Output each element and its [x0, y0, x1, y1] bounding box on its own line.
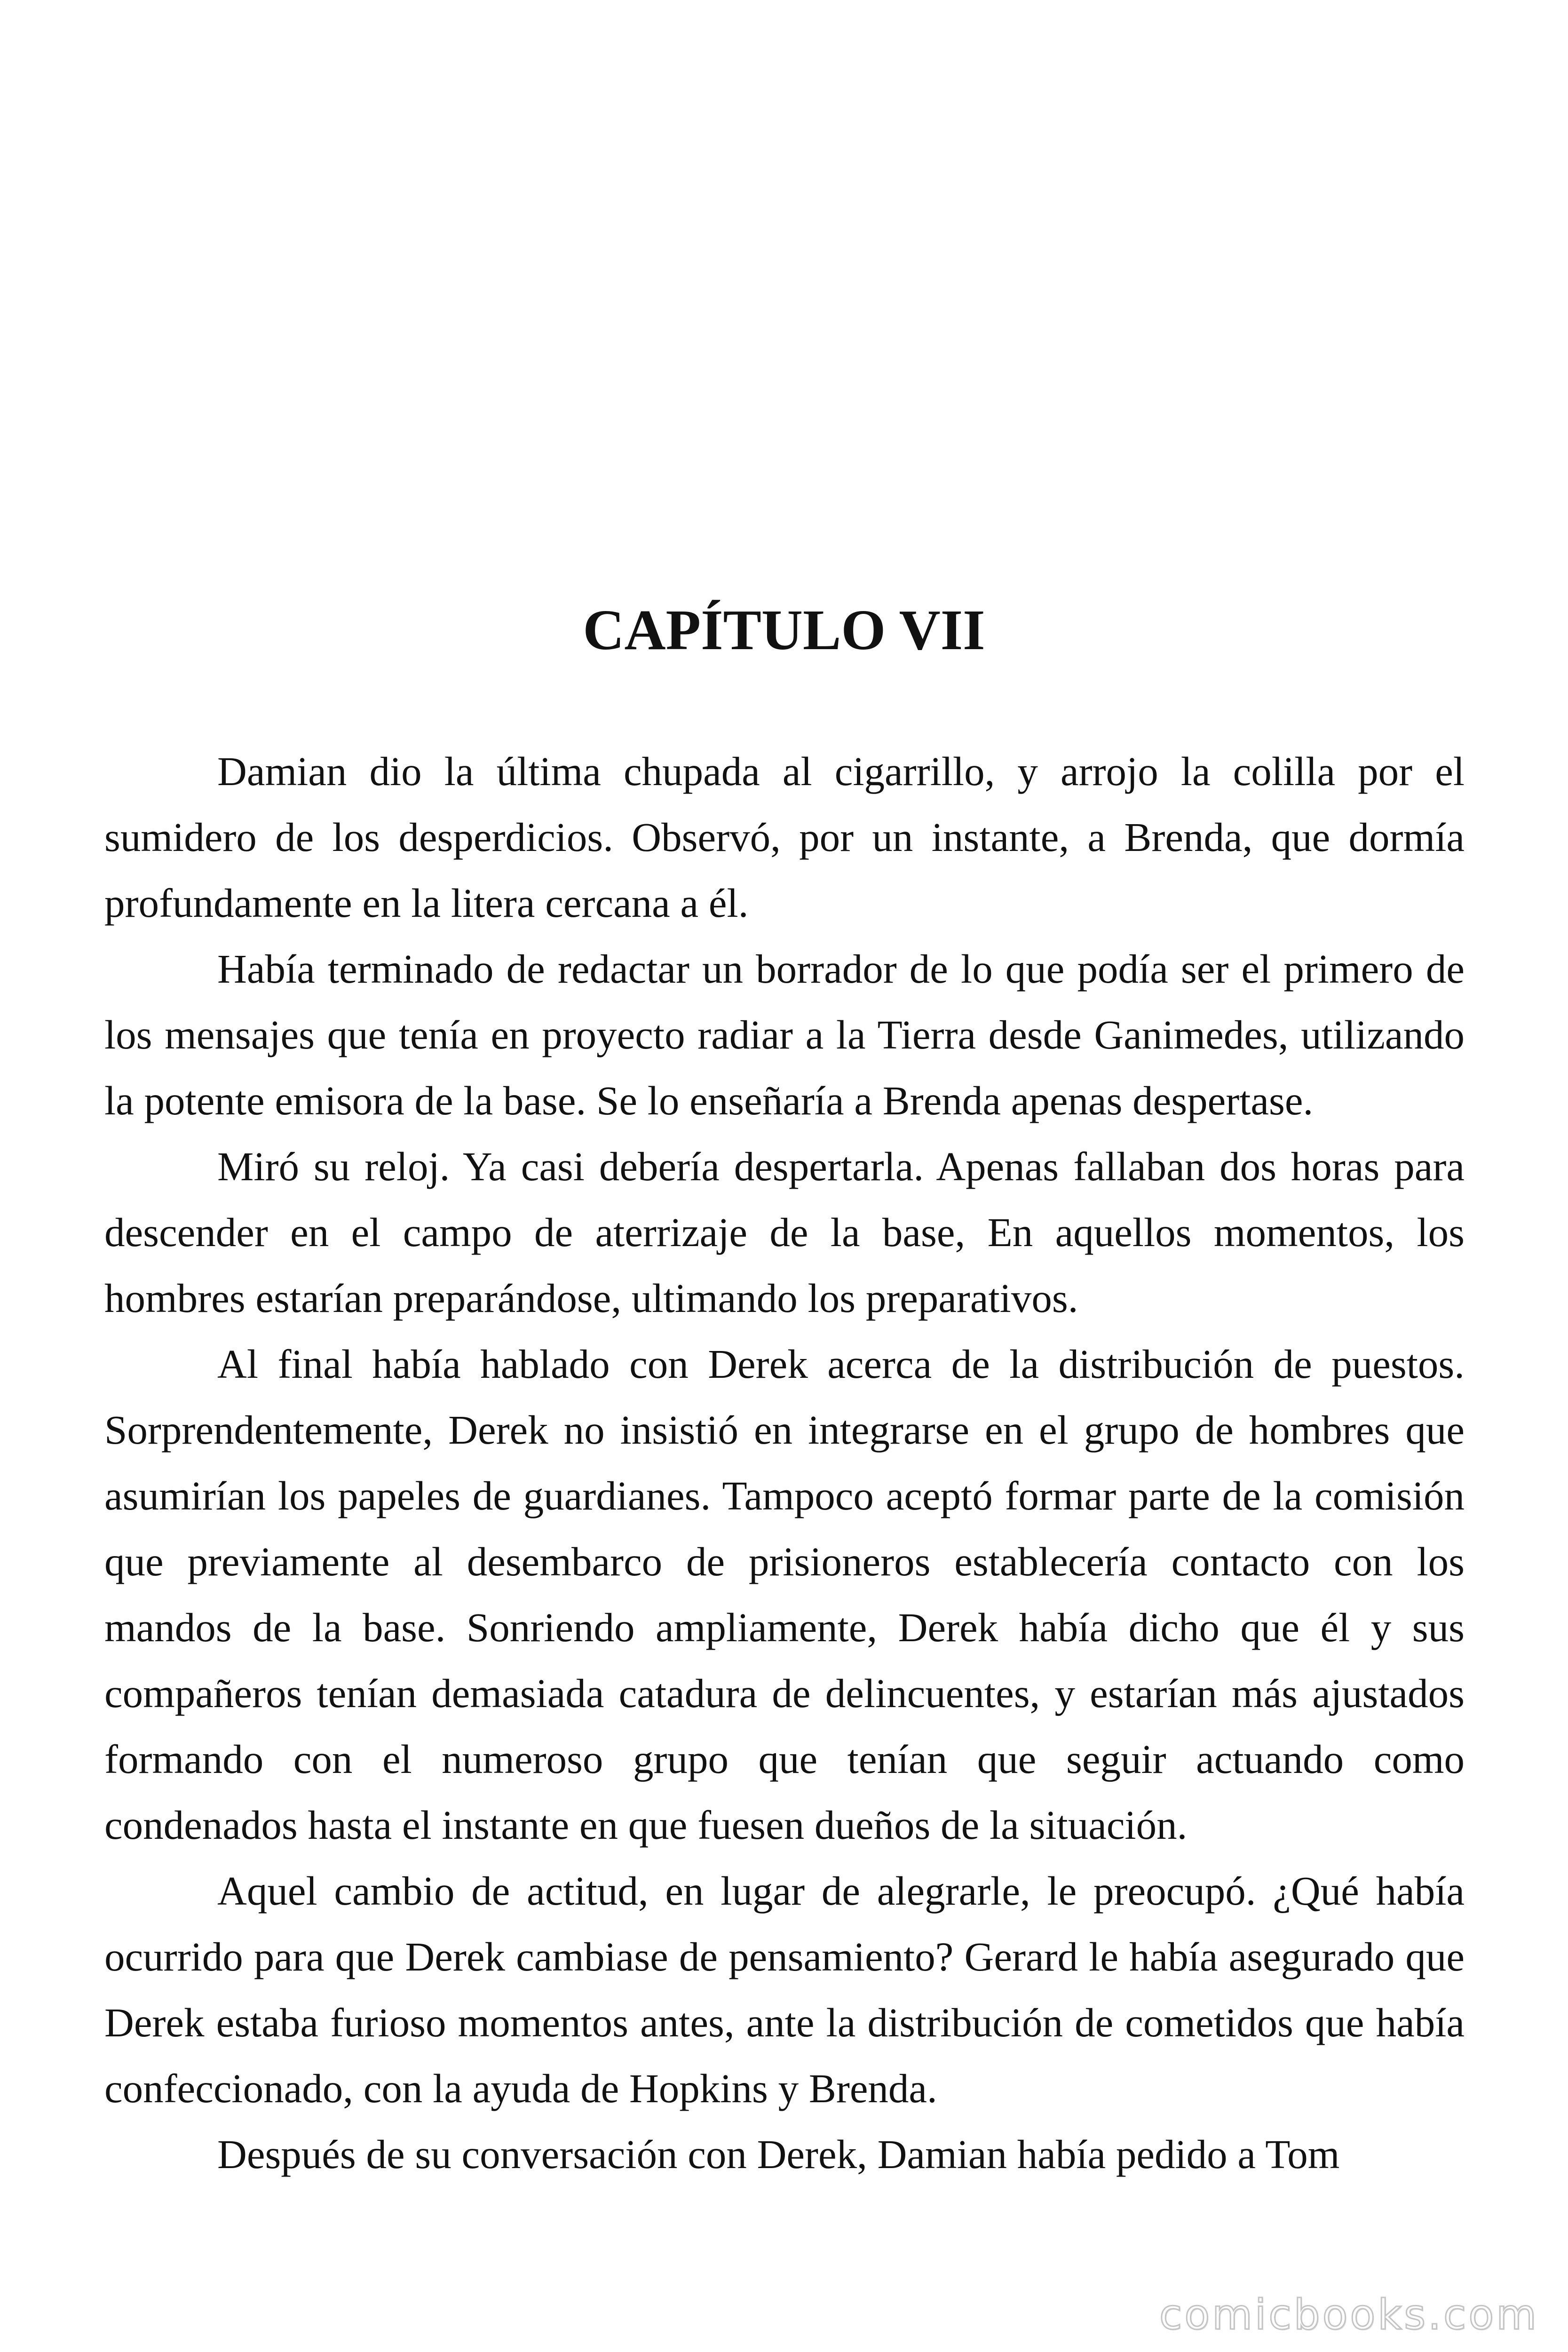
paragraph-3: Miró su reloj. Ya casi debería despertarla. Apenas fallaban dos horas para descender en el campo de aterrizaje de la base, En aquellos momentos, los hombres estarían preparándose, ultimando los preparativos. — [104, 1144, 1465, 1321]
paragraph-6: Después de su conversación con Derek, Damian había pedido a Tom — [217, 2131, 1340, 2177]
paragraph-4: Al final había hablado con Derek acerca de la distribución de puestos. Sorprendentemente, Derek no insistió en integrarse en el grupo de hombres que asumirían los papeles de guardianes. Tampoco aceptó formar parte de la comisión que previamente al desembarco de prisioneros establecería contacto con los mandos de la base. Sonriendo ampliamente, Derek había dicho que él y sus compañeros tenían demasiada catadura de delincuentes, y estarían más ajustados formando con el numeroso grupo que tenían que seguir actuando como condenados hasta el instante en que fuesen dueños de la situación. — [104, 1341, 1465, 1848]
paragraph-2: Había terminado de redactar un borrador de lo que podía ser el primero de los mensajes que tenía en proyecto radiar a la Tierra desde Ganimedes, utilizando la potente emisora de la base. Se lo enseñaría a Brenda apenas despertase. — [104, 946, 1465, 1123]
paragraph-1: Damian dio la última chupada al cigarrillo, y arrojo la colilla por el sumidero de los desperdicios. Observó, por un instante, a Brenda, que dormía profundamente en la litera cercana a él. — [104, 748, 1465, 926]
paragraph-5: Aquel cambio de actitud, en lugar de alegrarle, le preocupó. ¿Qué había ocurrido para que Derek cambiase de pensamiento? Gerard le había asegurado que Derek estaba furioso momentos antes, ante la distribución de cometidos que había confeccionado, con la ayuda de Hopkins y Brenda. — [104, 1868, 1465, 2111]
watermark-text: comicbooks.com — [1159, 2290, 1539, 2339]
chapter-body — [104, 739, 1465, 2187]
chapter-title: CAPÍTULO VII — [583, 598, 985, 662]
